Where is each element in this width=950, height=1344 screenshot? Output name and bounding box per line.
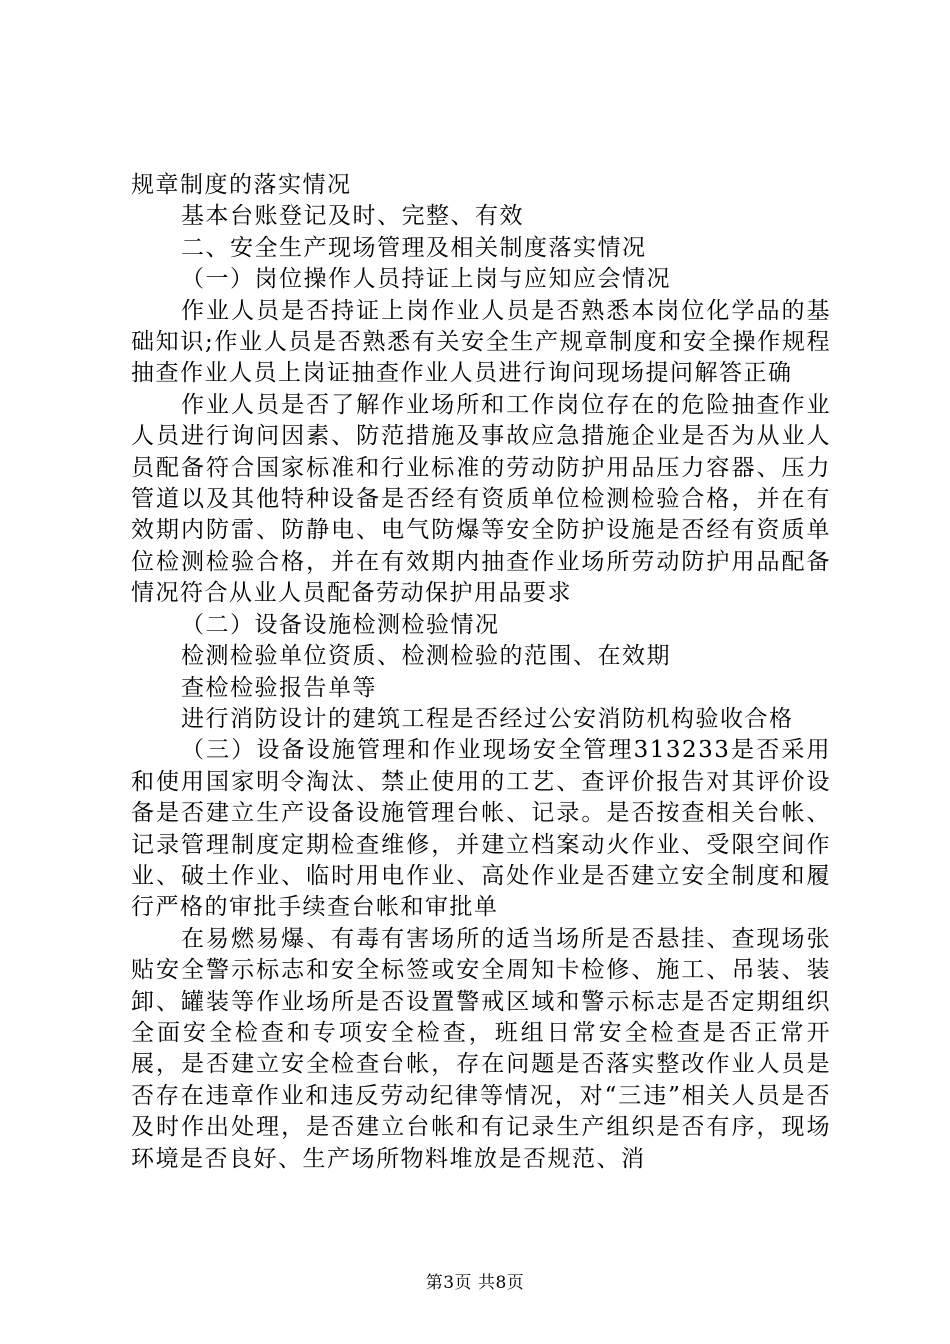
paragraph-hazard-awareness: 作业人员是否了解作业场所和工作岗位存在的危险抽查作业人员进行询问因素、防范措施及事故应急措施企业是否为从业人员配备符合国家标准和行业标准的劳动防护用品压力容器、压力管道以及其他特种设备是否经有资质单位检测检验合格，并在有效期内防雷、防静电、电气防爆等安全防护设施是否经有资质单位检测检验合格，并在有效期内抽查作业场所劳动防护用品配备情况符合从业人员配备劳动保护用品要求: [131, 391, 831, 607]
paragraph-inspection-qualification: 检测检验单位资质、检测检验的范围、在效期: [181, 643, 671, 670]
section-heading-site-management: 二、安全生产现场管理及相关制度落实情况: [181, 234, 647, 261]
page-number-footer: 第3页 共8页: [425, 1273, 525, 1293]
subsection-heading-certified-operators: （一）岗位操作人员持证上岗与应知应会情况: [181, 266, 671, 293]
paragraph-operator-certification: 作业人员是否持证上岗作业人员是否熟悉本岗位化学品的基础知识;作业人员是否熟悉有关安全生产规章制度和安全操作规程抽查作业人员上岗证抽查作业人员进行询问现场提问解答正确: [131, 297, 831, 387]
subsection-heading-equipment-management: （三）设备设施管理和作业现场安全管理313233是否采用和使用国家明令淘汰、禁止使用的工艺、查评价报告对其评价设备是否建立生产设备设施管理台帐、记录。是否按查相关台帐、记录管理制度定期检查维修，并建立档案动火作业、受限空间作业、破土作业、临时用电作业、高处作业是否建立安全制度和履行严格的审批手续查台帐和审批单: [131, 737, 831, 921]
paragraph-fire-acceptance: 进行消防设计的建筑工程是否经过公安消防机构验收合格: [181, 705, 794, 732]
paragraph-warning-signs: 在易燃易爆、有毒有害场所的适当场所是否悬挂、查现场张贴安全警示标志和安全标签或安全周知卡检修、施工、吊装、装卸、罐装等作业场所是否设置警戒区域和警示标志是否定期组织全面安全检查和专项安全检查，班组日常安全检查是否正常开展，是否建立安全检查台帐，存在问题是否落实整改作业人员是否存在违章作业和违反劳动纪律等情况，对“三违”相关人员是否及时作出处理，是否建立台帐和有记录生产组织是否有序，现场环境是否良好、生产场所物料堆放是否规范、消: [131, 925, 831, 1172]
document-body: [131, 170, 831, 1175]
paragraph-ledger-registration: 基本台账登记及时、完整、有效: [181, 203, 524, 230]
subsection-heading-equipment-inspection: （二）设备设施检测检验情况: [181, 611, 500, 638]
paragraph-inspection-report: 查检检验报告单等: [181, 674, 377, 701]
paragraph-rules-implementation: 规章制度的落实情况: [131, 172, 352, 198]
